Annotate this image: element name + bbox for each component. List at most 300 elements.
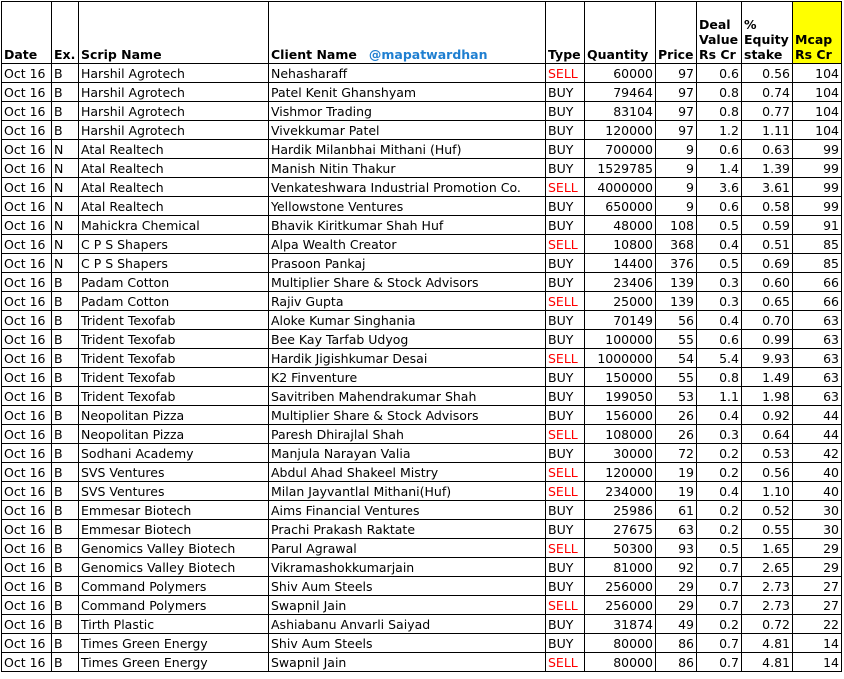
exchange-cell: N (52, 235, 79, 254)
table-row (2, 406, 842, 425)
date-cell: Oct 16 (2, 330, 52, 349)
mcap-cell: 22 (793, 615, 842, 634)
client-name-cell: Bee Kay Tarfab Udyog (269, 330, 546, 349)
type-cell: BUY (546, 634, 585, 653)
mcap-cell: 42 (793, 444, 842, 463)
deal-value-cell: 0.2 (697, 444, 742, 463)
price-cell: 9 (656, 140, 697, 159)
mcap-cell: 91 (793, 216, 842, 235)
table-row (2, 83, 842, 102)
table-row (2, 121, 842, 140)
equity-stake-cell: 2.73 (742, 596, 793, 615)
mcap-cell: 29 (793, 539, 842, 558)
price-cell: 63 (656, 520, 697, 539)
equity-stake-cell: 0.56 (742, 64, 793, 83)
deal-value-cell: 0.8 (697, 368, 742, 387)
type-cell: SELL (546, 292, 585, 311)
date-cell: Oct 16 (2, 311, 52, 330)
date-cell: Oct 16 (2, 159, 52, 178)
client-name-cell: Yellowstone Ventures (269, 197, 546, 216)
type-cell: SELL (546, 64, 585, 83)
type-cell: BUY (546, 197, 585, 216)
price-cell: 9 (656, 197, 697, 216)
scrip-name-cell: Neopolitan Pizza (79, 425, 269, 444)
price-cell: 93 (656, 539, 697, 558)
scrip-name-cell: Harshil Agrotech (79, 64, 269, 83)
deal-value-cell: 0.5 (697, 539, 742, 558)
price-cell: 139 (656, 273, 697, 292)
client-name-cell: Swapnil Jain (269, 596, 546, 615)
header-quantity: Quantity (585, 2, 656, 64)
mcap-cell: 99 (793, 159, 842, 178)
type-cell: SELL (546, 653, 585, 672)
date-cell: Oct 16 (2, 558, 52, 577)
scrip-name-cell: Atal Realtech (79, 197, 269, 216)
equity-stake-cell: 1.98 (742, 387, 793, 406)
type-cell: BUY (546, 520, 585, 539)
exchange-cell: B (52, 425, 79, 444)
scrip-name-cell: Harshil Agrotech (79, 102, 269, 121)
price-cell: 19 (656, 482, 697, 501)
table-row (2, 558, 842, 577)
deal-value-cell: 5.4 (697, 349, 742, 368)
equity-stake-cell: 0.92 (742, 406, 793, 425)
equity-stake-cell: 0.99 (742, 330, 793, 349)
type-cell: BUY (546, 159, 585, 178)
mcap-cell: 104 (793, 64, 842, 83)
header-equity-stake: % Equity stake (742, 2, 793, 64)
exchange-cell: B (52, 64, 79, 83)
type-cell: BUY (546, 102, 585, 121)
client-name-cell: K2 Finventure (269, 368, 546, 387)
mcap-cell: 40 (793, 482, 842, 501)
quantity-cell: 83104 (585, 102, 656, 121)
table-row (2, 634, 842, 653)
date-cell: Oct 16 (2, 520, 52, 539)
scrip-name-cell: Command Polymers (79, 596, 269, 615)
deal-value-cell: 0.3 (697, 273, 742, 292)
header-row (2, 2, 842, 64)
table-row (2, 140, 842, 159)
client-name-cell: Shiv Aum Steels (269, 577, 546, 596)
mcap-cell: 40 (793, 463, 842, 482)
exchange-cell: B (52, 330, 79, 349)
table-row (2, 444, 842, 463)
type-cell: BUY (546, 444, 585, 463)
price-cell: 54 (656, 349, 697, 368)
quantity-cell: 27675 (585, 520, 656, 539)
deal-value-cell: 0.5 (697, 254, 742, 273)
price-cell: 9 (656, 178, 697, 197)
table-row (2, 64, 842, 83)
exchange-cell: B (52, 653, 79, 672)
quantity-cell: 48000 (585, 216, 656, 235)
date-cell: Oct 16 (2, 634, 52, 653)
quantity-cell: 60000 (585, 64, 656, 83)
mcap-cell: 63 (793, 311, 842, 330)
equity-stake-cell: 0.64 (742, 425, 793, 444)
table-row (2, 254, 842, 273)
type-cell: SELL (546, 596, 585, 615)
type-cell: BUY (546, 121, 585, 140)
type-cell: BUY (546, 368, 585, 387)
exchange-cell: B (52, 444, 79, 463)
mcap-cell: 85 (793, 254, 842, 273)
client-name-cell: Hardik Milanbhai Mithani (Huf) (269, 140, 546, 159)
scrip-name-cell: C P S Shapers (79, 254, 269, 273)
exchange-cell: N (52, 140, 79, 159)
type-cell: BUY (546, 140, 585, 159)
type-cell: SELL (546, 349, 585, 368)
exchange-cell: N (52, 216, 79, 235)
exchange-cell: B (52, 463, 79, 482)
header-date: Date (2, 2, 52, 64)
equity-stake-cell: 0.77 (742, 102, 793, 121)
quantity-cell: 30000 (585, 444, 656, 463)
deal-value-cell: 0.6 (697, 330, 742, 349)
deal-value-cell: 0.6 (697, 140, 742, 159)
date-cell: Oct 16 (2, 653, 52, 672)
exchange-cell: B (52, 121, 79, 140)
mcap-cell: 63 (793, 387, 842, 406)
header-mcap: Mcap Rs Cr (793, 2, 842, 64)
header-scrip-name: Scrip Name (79, 2, 269, 64)
table-row (2, 178, 842, 197)
deal-value-cell: 0.4 (697, 311, 742, 330)
exchange-cell: N (52, 159, 79, 178)
type-cell: BUY (546, 501, 585, 520)
deal-value-cell: 0.4 (697, 406, 742, 425)
price-cell: 55 (656, 330, 697, 349)
quantity-cell: 150000 (585, 368, 656, 387)
price-cell: 97 (656, 121, 697, 140)
date-cell: Oct 16 (2, 235, 52, 254)
deal-value-cell: 0.4 (697, 235, 742, 254)
exchange-cell: B (52, 292, 79, 311)
table-row (2, 653, 842, 672)
client-name-label: Client Name (271, 47, 357, 62)
client-name-cell: Milan Jayvantlal Mithani(Huf) (269, 482, 546, 501)
exchange-cell: B (52, 311, 79, 330)
scrip-name-cell: SVS Ventures (79, 463, 269, 482)
client-name-cell: Hardik Jigishkumar Desai (269, 349, 546, 368)
deal-value-cell: 3.6 (697, 178, 742, 197)
exchange-cell: B (52, 349, 79, 368)
scrip-name-cell: Atal Realtech (79, 178, 269, 197)
mcap-cell: 44 (793, 425, 842, 444)
scrip-name-cell: Padam Cotton (79, 292, 269, 311)
type-cell: BUY (546, 406, 585, 425)
scrip-name-cell: Neopolitan Pizza (79, 406, 269, 425)
date-cell: Oct 16 (2, 387, 52, 406)
equity-stake-cell: 0.58 (742, 197, 793, 216)
quantity-cell: 80000 (585, 634, 656, 653)
equity-stake-cell: 1.65 (742, 539, 793, 558)
header-type: Type (546, 2, 585, 64)
client-name-cell: Paresh Dhirajlal Shah (269, 425, 546, 444)
exchange-cell: N (52, 254, 79, 273)
quantity-cell: 70149 (585, 311, 656, 330)
table-body (2, 64, 842, 672)
mcap-cell: 14 (793, 634, 842, 653)
date-cell: Oct 16 (2, 292, 52, 311)
mcap-cell: 63 (793, 368, 842, 387)
scrip-name-cell: Times Green Energy (79, 653, 269, 672)
equity-stake-cell: 0.74 (742, 83, 793, 102)
quantity-cell: 1000000 (585, 349, 656, 368)
client-name-cell: Vishmor Trading (269, 102, 546, 121)
exchange-cell: B (52, 520, 79, 539)
client-name-cell: Bhavik Kiritkumar Shah Huf (269, 216, 546, 235)
client-name-cell: Swapnil Jain (269, 653, 546, 672)
type-cell: BUY (546, 387, 585, 406)
mcap-cell: 104 (793, 83, 842, 102)
date-cell: Oct 16 (2, 349, 52, 368)
mcap-cell: 63 (793, 349, 842, 368)
quantity-cell: 256000 (585, 577, 656, 596)
date-cell: Oct 16 (2, 501, 52, 520)
header-client-name (269, 2, 546, 64)
deal-value-cell: 0.8 (697, 102, 742, 121)
price-cell: 61 (656, 501, 697, 520)
type-cell: BUY (546, 577, 585, 596)
equity-stake-cell: 4.81 (742, 634, 793, 653)
table-row (2, 159, 842, 178)
mcap-cell: 14 (793, 653, 842, 672)
date-cell: Oct 16 (2, 197, 52, 216)
equity-stake-cell: 0.72 (742, 615, 793, 634)
price-cell: 49 (656, 615, 697, 634)
deal-value-cell: 0.7 (697, 558, 742, 577)
scrip-name-cell: Trident Texofab (79, 387, 269, 406)
equity-stake-cell: 9.93 (742, 349, 793, 368)
header-price: Price (656, 2, 697, 64)
equity-stake-cell: 0.65 (742, 292, 793, 311)
exchange-cell: B (52, 83, 79, 102)
date-cell: Oct 16 (2, 368, 52, 387)
exchange-cell: B (52, 539, 79, 558)
scrip-name-cell: Times Green Energy (79, 634, 269, 653)
price-cell: 9 (656, 159, 697, 178)
quantity-cell: 79464 (585, 83, 656, 102)
table-row (2, 197, 842, 216)
price-cell: 29 (656, 596, 697, 615)
date-cell: Oct 16 (2, 539, 52, 558)
scrip-name-cell: Trident Texofab (79, 349, 269, 368)
deal-value-cell: 0.2 (697, 501, 742, 520)
table-row (2, 349, 842, 368)
client-name-cell: Prasoon Pankaj (269, 254, 546, 273)
scrip-name-cell: Trident Texofab (79, 311, 269, 330)
twitter-handle: @mapatwardhan (368, 47, 488, 62)
equity-stake-cell: 2.73 (742, 577, 793, 596)
exchange-cell: N (52, 197, 79, 216)
scrip-name-cell: SVS Ventures (79, 482, 269, 501)
equity-stake-cell: 0.55 (742, 520, 793, 539)
scrip-name-cell: Command Polymers (79, 577, 269, 596)
scrip-name-cell: Genomics Valley Biotech (79, 539, 269, 558)
quantity-cell: 256000 (585, 596, 656, 615)
equity-stake-cell: 1.10 (742, 482, 793, 501)
table-row (2, 292, 842, 311)
mcap-cell: 85 (793, 235, 842, 254)
type-cell: SELL (546, 178, 585, 197)
deal-value-cell: 0.7 (697, 596, 742, 615)
deal-value-cell: 0.3 (697, 425, 742, 444)
date-cell: Oct 16 (2, 102, 52, 121)
deal-value-cell: 0.5 (697, 216, 742, 235)
quantity-cell: 156000 (585, 406, 656, 425)
quantity-cell: 50300 (585, 539, 656, 558)
mcap-cell: 30 (793, 520, 842, 539)
scrip-name-cell: Atal Realtech (79, 159, 269, 178)
type-cell: BUY (546, 254, 585, 273)
table-row (2, 463, 842, 482)
quantity-cell: 199050 (585, 387, 656, 406)
client-name-cell: Venkateshwara Industrial Promotion Co. (269, 178, 546, 197)
equity-stake-cell: 0.53 (742, 444, 793, 463)
quantity-cell: 81000 (585, 558, 656, 577)
deal-value-cell: 1.1 (697, 387, 742, 406)
scrip-name-cell: Emmesar Biotech (79, 501, 269, 520)
exchange-cell: B (52, 577, 79, 596)
exchange-cell: B (52, 387, 79, 406)
deal-value-cell: 0.6 (697, 197, 742, 216)
price-cell: 97 (656, 83, 697, 102)
type-cell: BUY (546, 558, 585, 577)
exchange-cell: B (52, 368, 79, 387)
equity-stake-cell: 0.63 (742, 140, 793, 159)
table-row (2, 235, 842, 254)
exchange-cell: B (52, 273, 79, 292)
deal-value-cell: 1.4 (697, 159, 742, 178)
mcap-cell: 29 (793, 558, 842, 577)
type-cell: BUY (546, 311, 585, 330)
type-cell: BUY (546, 615, 585, 634)
mcap-cell: 104 (793, 102, 842, 121)
quantity-cell: 1529785 (585, 159, 656, 178)
price-cell: 139 (656, 292, 697, 311)
bulk-deals-table (1, 1, 842, 672)
type-cell: SELL (546, 482, 585, 501)
table-row (2, 216, 842, 235)
client-name-cell: Aloke Kumar Singhania (269, 311, 546, 330)
date-cell: Oct 16 (2, 140, 52, 159)
table-row (2, 577, 842, 596)
equity-stake-cell: 0.56 (742, 463, 793, 482)
mcap-cell: 99 (793, 140, 842, 159)
deal-value-cell: 0.2 (697, 615, 742, 634)
table-row (2, 615, 842, 634)
exchange-cell: B (52, 501, 79, 520)
deal-value-cell: 0.6 (697, 64, 742, 83)
equity-stake-cell: 0.59 (742, 216, 793, 235)
table-row (2, 520, 842, 539)
price-cell: 97 (656, 64, 697, 83)
quantity-cell: 31874 (585, 615, 656, 634)
exchange-cell: B (52, 406, 79, 425)
equity-stake-cell: 1.39 (742, 159, 793, 178)
quantity-cell: 4000000 (585, 178, 656, 197)
date-cell: Oct 16 (2, 425, 52, 444)
scrip-name-cell: Padam Cotton (79, 273, 269, 292)
client-name-cell: Abdul Ahad Shakeel Mistry (269, 463, 546, 482)
client-name-cell: Shiv Aum Steels (269, 634, 546, 653)
quantity-cell: 120000 (585, 463, 656, 482)
scrip-name-cell: C P S Shapers (79, 235, 269, 254)
price-cell: 368 (656, 235, 697, 254)
deal-value-cell: 0.2 (697, 520, 742, 539)
scrip-name-cell: Harshil Agrotech (79, 121, 269, 140)
date-cell: Oct 16 (2, 216, 52, 235)
equity-stake-cell: 4.81 (742, 653, 793, 672)
price-cell: 19 (656, 463, 697, 482)
date-cell: Oct 16 (2, 482, 52, 501)
price-cell: 55 (656, 368, 697, 387)
table-row (2, 596, 842, 615)
price-cell: 108 (656, 216, 697, 235)
quantity-cell: 108000 (585, 425, 656, 444)
mcap-cell: 27 (793, 577, 842, 596)
mcap-cell: 27 (793, 596, 842, 615)
client-name-cell: Multiplier Share & Stock Advisors (269, 406, 546, 425)
client-name-cell: Prachi Prakash Raktate (269, 520, 546, 539)
mcap-cell: 99 (793, 197, 842, 216)
date-cell: Oct 16 (2, 615, 52, 634)
type-cell: BUY (546, 273, 585, 292)
deal-value-cell: 0.7 (697, 634, 742, 653)
price-cell: 86 (656, 634, 697, 653)
client-name-cell: Alpa Wealth Creator (269, 235, 546, 254)
client-name-cell: Vikramashokkumarjain (269, 558, 546, 577)
type-cell: BUY (546, 216, 585, 235)
quantity-cell: 80000 (585, 653, 656, 672)
date-cell: Oct 16 (2, 64, 52, 83)
scrip-name-cell: Emmesar Biotech (79, 520, 269, 539)
header-exchange: Ex. (52, 2, 79, 64)
price-cell: 53 (656, 387, 697, 406)
price-cell: 86 (656, 653, 697, 672)
table-row (2, 330, 842, 349)
quantity-cell: 700000 (585, 140, 656, 159)
price-cell: 26 (656, 425, 697, 444)
exchange-cell: B (52, 615, 79, 634)
scrip-name-cell: Harshil Agrotech (79, 83, 269, 102)
client-name-cell: Manjula Narayan Valia (269, 444, 546, 463)
quantity-cell: 25986 (585, 501, 656, 520)
equity-stake-cell: 1.11 (742, 121, 793, 140)
client-name-cell: Manish Nitin Thakur (269, 159, 546, 178)
deal-value-cell: 0.8 (697, 83, 742, 102)
quantity-cell: 650000 (585, 197, 656, 216)
mcap-cell: 63 (793, 330, 842, 349)
equity-stake-cell: 0.69 (742, 254, 793, 273)
client-name-cell: Vivekkumar Patel (269, 121, 546, 140)
quantity-cell: 10800 (585, 235, 656, 254)
type-cell: SELL (546, 235, 585, 254)
scrip-name-cell: Genomics Valley Biotech (79, 558, 269, 577)
price-cell: 56 (656, 311, 697, 330)
table-row (2, 368, 842, 387)
deal-value-cell: 0.7 (697, 577, 742, 596)
mcap-cell: 66 (793, 292, 842, 311)
table-row (2, 482, 842, 501)
equity-stake-cell: 0.60 (742, 273, 793, 292)
quantity-cell: 234000 (585, 482, 656, 501)
equity-stake-cell: 0.51 (742, 235, 793, 254)
price-cell: 97 (656, 102, 697, 121)
price-cell: 29 (656, 577, 697, 596)
